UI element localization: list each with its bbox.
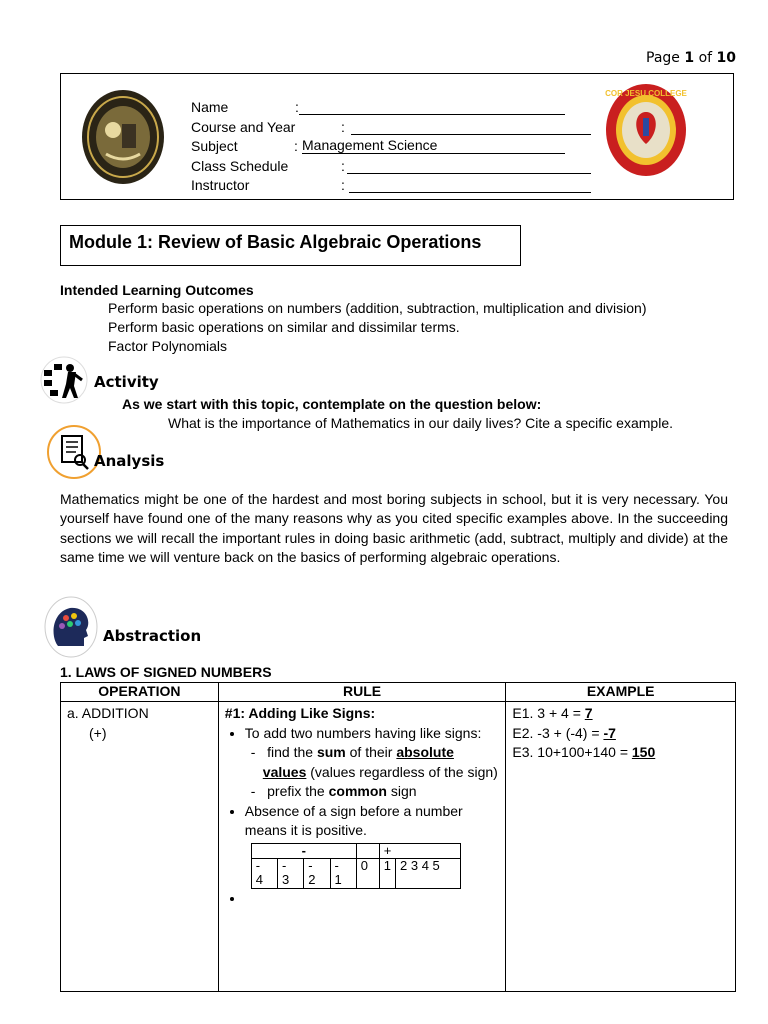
class-schedule-field[interactable] [347,157,591,174]
rule-dash: - prefix the common sign [250,783,417,799]
abstraction-icon [44,596,98,658]
cor-jesu-college-logo [604,82,688,178]
ilo-item: Factor Polynomials [108,338,228,354]
analysis-paragraph: Mathematics might be one of the hardest and most boring subjects in school, but it is very necessary. You yourself have found one of the many reasons why as you cited specific examples above. In the succeeding sections we will recall the important rules in doing basic arithmetic (add, subtract, multiply and divide) at the same time we will venture back on the basics of performing algebraic operations. [60,491,728,565]
table-row [61,702,736,992]
rule-title: #1: Adding Like Signs: [224,705,376,721]
rule-bullet: • To add two numbers having like signs: - find the sum of their absolute values (values regardless of the sign) - prefix the common sign [245,724,500,802]
example-line: E3. 10+100+140 = 150 [512,744,656,760]
laws-table [60,682,736,992]
activity-icon [40,356,88,404]
rule-cell [218,702,506,992]
activity-prompt: As we start with this topic, contemplate on the question below: [122,396,542,412]
example-line: E1. 3 + 4 = 7 [512,705,593,721]
ilo-title: Intended Learning Outcomes [60,282,254,298]
module-title: Module 1: Review of Basic Algebraic Operations [60,225,521,266]
abstraction-title: Abstraction [103,627,202,645]
rule-dash: - find the sum of their absolute values (values regardless of the sign) [250,744,498,780]
header-operation: OPERATION [61,683,219,702]
header-rule: RULE [218,683,506,702]
activity-question: What is the importance of Mathematics in our daily lives? Cite a specific example. [168,415,673,431]
instructor-field[interactable] [349,176,591,193]
table-header-row [61,683,736,702]
number-line-table: - + - 4 - 3 - 2 - 1 0 1 2 3 4 5 [251,843,461,889]
ilo-item: Perform basic operations on numbers (addition, subtraction, multiplication and division) [108,300,647,316]
laws-title: 1. LAWS OF SIGNED NUMBERS [60,664,272,680]
course-year-field[interactable] [351,118,591,135]
ilo-item: Perform basic operations on similar and dissimilar terms. [108,319,460,335]
example-cell [506,702,736,992]
rule-bullet-empty [245,889,500,909]
rule-bullet: • Absence of a sign before a number means it is positive. - + - 4 - 3 - 2 - 1 0 1 2 3 4 5 [245,802,500,889]
header-example: EXAMPLE [506,683,736,702]
activity-title: Activity [94,373,159,391]
example-line: E2. -3 + (-4) = -7 [512,724,616,741]
name-field[interactable] [299,98,565,115]
college-seal-logo [80,88,166,186]
page-number: Page 1 of 10 [646,50,736,66]
analysis-title: Analysis [94,452,165,470]
svg-text:COR JESU COLLEGE: COR JESU COLLEGE [605,89,687,98]
operation-cell: a. ADDITION (+) [61,702,219,992]
subject-field[interactable]: Management Science [302,137,565,154]
